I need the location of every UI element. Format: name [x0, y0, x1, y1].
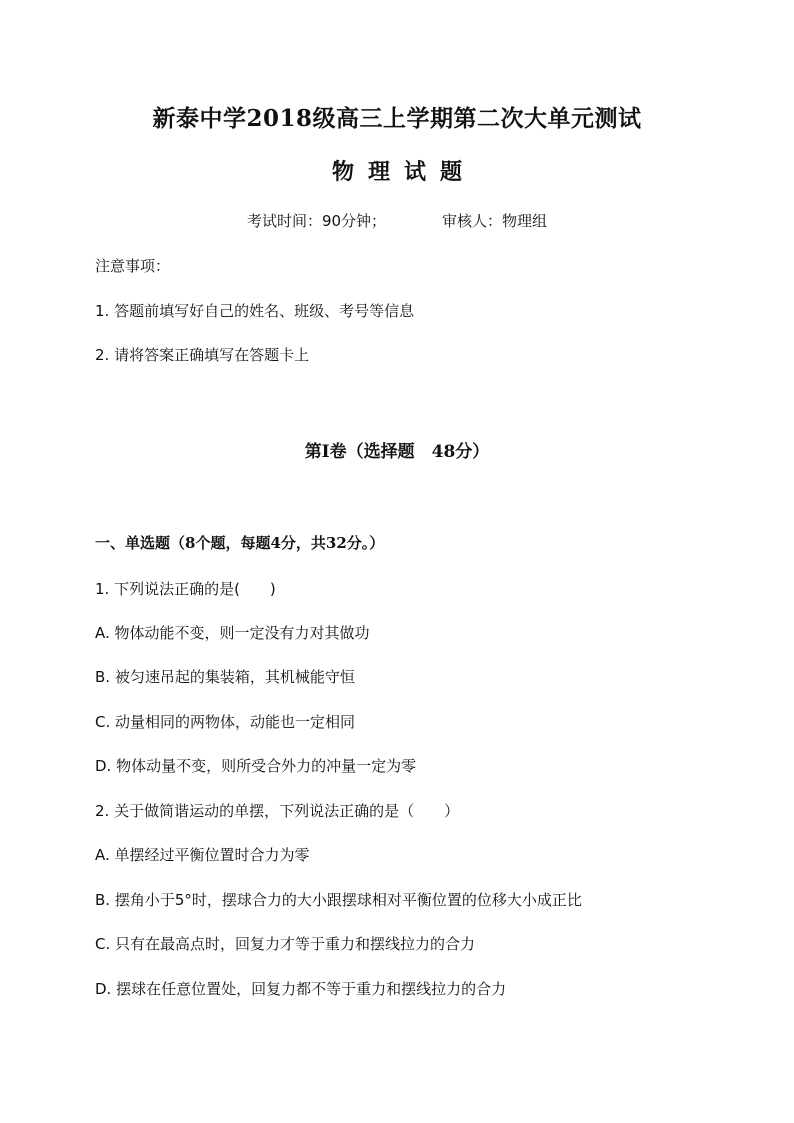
question-option: D. 物体动量不变，则所受合外力的冲量一定为零	[95, 757, 417, 775]
reviewer: 审核人：物理组	[442, 212, 548, 230]
section-title: 一、单选题（8个题，每题4分，共32分。）	[95, 534, 385, 552]
note-item: 2. 请将答案正确填写在答题卡上	[95, 346, 310, 364]
school-title: 新泰中学2018级高三上学期第二次大单元测试	[152, 105, 642, 132]
question-option: C. 动量相同的两物体，动能也一定相同	[95, 713, 356, 731]
question-stem: 2. 关于做简谐运动的单摆，下列说法正确的是（ ）	[95, 802, 460, 820]
question-option: A. 物体动能不变，则一定没有力对其做功	[95, 624, 370, 642]
question-option: A. 单摆经过平衡位置时合力为零	[95, 846, 310, 864]
notes-heading: 注意事项：	[95, 257, 171, 275]
exam-info	[0, 210, 794, 231]
question-option: C. 只有在最高点时，回复力才等于重力和摆线拉力的合力	[95, 935, 476, 953]
note-item: 1. 答题前填写好自己的姓名、班级、考号等信息	[95, 302, 415, 320]
question-option: B. 摆角小于5°时，摆球合力的大小跟摆球相对平衡位置的位移大小成正比	[95, 891, 582, 909]
question-stem: 1. 下列说法正确的是( )	[95, 580, 276, 598]
subject-title: 物理试题	[331, 159, 476, 185]
exam-time: 考试时间：90分钟；	[246, 212, 387, 230]
question-option: D. 摆球在任意位置处，回复力都不等于重力和摆线拉力的合力	[95, 980, 507, 998]
question-option: B. 被匀速吊起的集装箱，其机械能守恒	[95, 668, 355, 686]
part-title: 第Ⅰ卷（选择题 48分）	[304, 442, 490, 462]
